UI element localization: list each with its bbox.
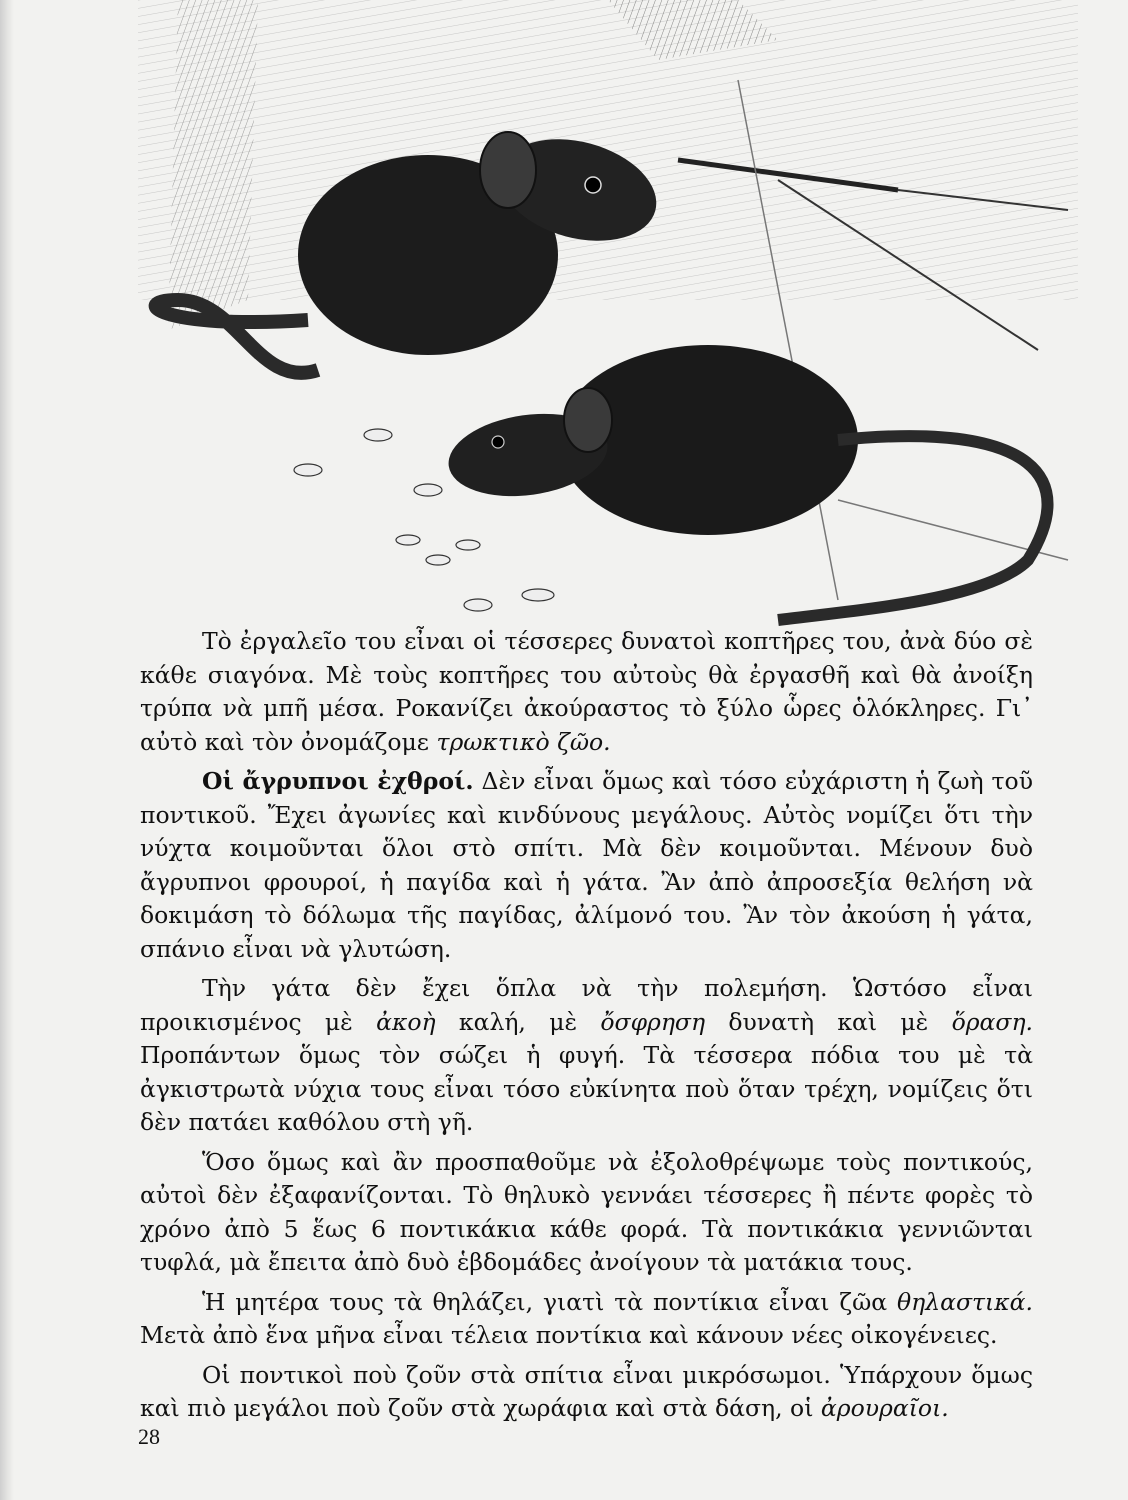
- paragraph-6-text: Οἱ ποντικοὶ ποὺ ζοῦν στὰ σπίτια εἶναι μικρόσωμοι. Ὑπάρχουν ὅμως καὶ πιὸ μεγάλοι ποὺ ζοῦν στὰ χωράφια καὶ στὰ δάση, οἱ: [140, 1360, 1033, 1422]
- wooden-post: [168, 0, 258, 330]
- paragraph-3: [140, 972, 1033, 1140]
- engraving-svg: [138, 0, 1078, 628]
- paragraph-1: [140, 625, 1033, 759]
- page-number: 28: [138, 1424, 160, 1449]
- term-mammals: θηλαστικά.: [897, 1287, 1033, 1316]
- paragraph-6: [140, 1359, 1033, 1426]
- section-heading: Οἱ ἄγρυπνοι ἐχθροί.: [202, 767, 474, 795]
- front-mouse-eye: [492, 436, 504, 448]
- front-mouse: [443, 345, 1047, 620]
- paragraph-3-text-1: Τὴν γάτα δὲν ἔχει ὅπλα νὰ τὴν πολεμήση. Ὡστόσο εἶναι προικισμένος μὲ: [140, 974, 1033, 1036]
- paragraph-4-text: Ὅσο ὅμως καὶ ἂν προσπαθοῦμε νὰ ἐξολοθρέψωμε τοὺς ποντικούς, αὐτοὶ δὲν ἐξαφανίζονται. Τὸ θηλυκὸ γεννάει τέσσερες ἢ πέντε φορὲς τὸ χρόνο ἀπὸ 5 ἕως 6 ποντικάκια κάθε φορά. Τὰ ποντικάκια γεννιῶνται τυφλά, μὰ ἔπειτα ἀπὸ δυὸ ἑβδομάδες ἀνοίγουν τὰ ματάκια τους.: [140, 1147, 1033, 1276]
- paragraph-1-text: Τὸ ἐργαλεῖο του εἶναι οἱ τέσσερες δυνατοὶ κοπτῆρες του, ἀνὰ δύο σὲ κάθε σιαγόνα. Μὲ τοὺς κοπτῆρες του αὐτοὺς θὰ ἐργασθῆ καὶ θὰ ἀνοίξη τρύπα νὰ μπῆ μέσα. Ροκανίζει ἀκούραστος τὸ ξύλο ὧρες ὁλόκληρες. Γι᾽ αὐτὸ καὶ τὸν ὀνομάζομε: [140, 627, 1033, 756]
- term-hearing: ἀκοὴ: [376, 1007, 436, 1036]
- paragraph-2-text: Δὲν εἶναι ὅμως καὶ τόσο εὐχάριστη ἡ ζωὴ τοῦ ποντικοῦ. Ἔχει ἀγωνίες καὶ κινδύνους μεγάλους. Αὐτὸς νομίζει ὅτι τὴν νύχτα κοιμοῦνται ὅλοι στὸ σπίτι. Μὰ δὲν κοιμοῦνται. Μένουν δυὸ ἄγρυπνοι φρουροί, ἡ παγίδα καὶ ἡ γάτα. Ἂν ἀπὸ ἀπροσεξία θελήση νὰ δοκιμάση τὸ δόλωμα τῆς παγίδας, ἀλίμονό του. Ἂν τὸν ἀκούση ἡ γάτα, σπάνιο εἶναι νὰ γλυτώση.: [140, 767, 1033, 963]
- paragraph-3-text-2: καλή, μὲ: [435, 1007, 601, 1036]
- paragraph-5-text-after: Μετὰ ἀπὸ ἕνα μῆνα εἶναι τέλεια ποντίκια καὶ κάνουν νέες οἰκογένειες.: [140, 1321, 998, 1349]
- paragraph-2: [140, 765, 1033, 966]
- back-mouse-tail: [156, 300, 318, 373]
- term-rodent: τρωκτικὸ ζῶο.: [436, 727, 611, 756]
- paragraph-5: [140, 1286, 1033, 1353]
- page-edge: [0, 0, 14, 1500]
- paragraph-3-text-3: δυνατὴ καὶ μὲ: [705, 1007, 952, 1036]
- mice-illustration: [138, 0, 1078, 628]
- back-mouse-ear: [480, 132, 536, 208]
- back-mouse-eye: [585, 177, 601, 193]
- term-sight: ὅραση.: [951, 1007, 1034, 1036]
- term-smell: ὄσφρηση: [600, 1007, 706, 1036]
- term-field-mice: ἀρουραῖοι.: [820, 1394, 949, 1422]
- paragraph-4: [140, 1146, 1033, 1280]
- body-text: [140, 625, 1033, 1432]
- front-mouse-ear: [564, 388, 612, 452]
- paragraph-3-text-4: Προπάντων ὅμως τὸν σώζει ἡ φυγή. Τὰ τέσσερα πόδια του μὲ τὰ ἀγκιστρωτὰ νύχια τους εἶναι τόσο εὐκίνητα ποὺ ὅταν τρέχη, νομίζεις ὅτι δὲν πατάει καθόλου στὴ γῆ.: [140, 1041, 1033, 1136]
- paragraph-5-text: Ἡ μητέρα τους τὰ θηλάζει, γιατὶ τὰ ποντίκια εἶναι ζῶα: [202, 1287, 897, 1316]
